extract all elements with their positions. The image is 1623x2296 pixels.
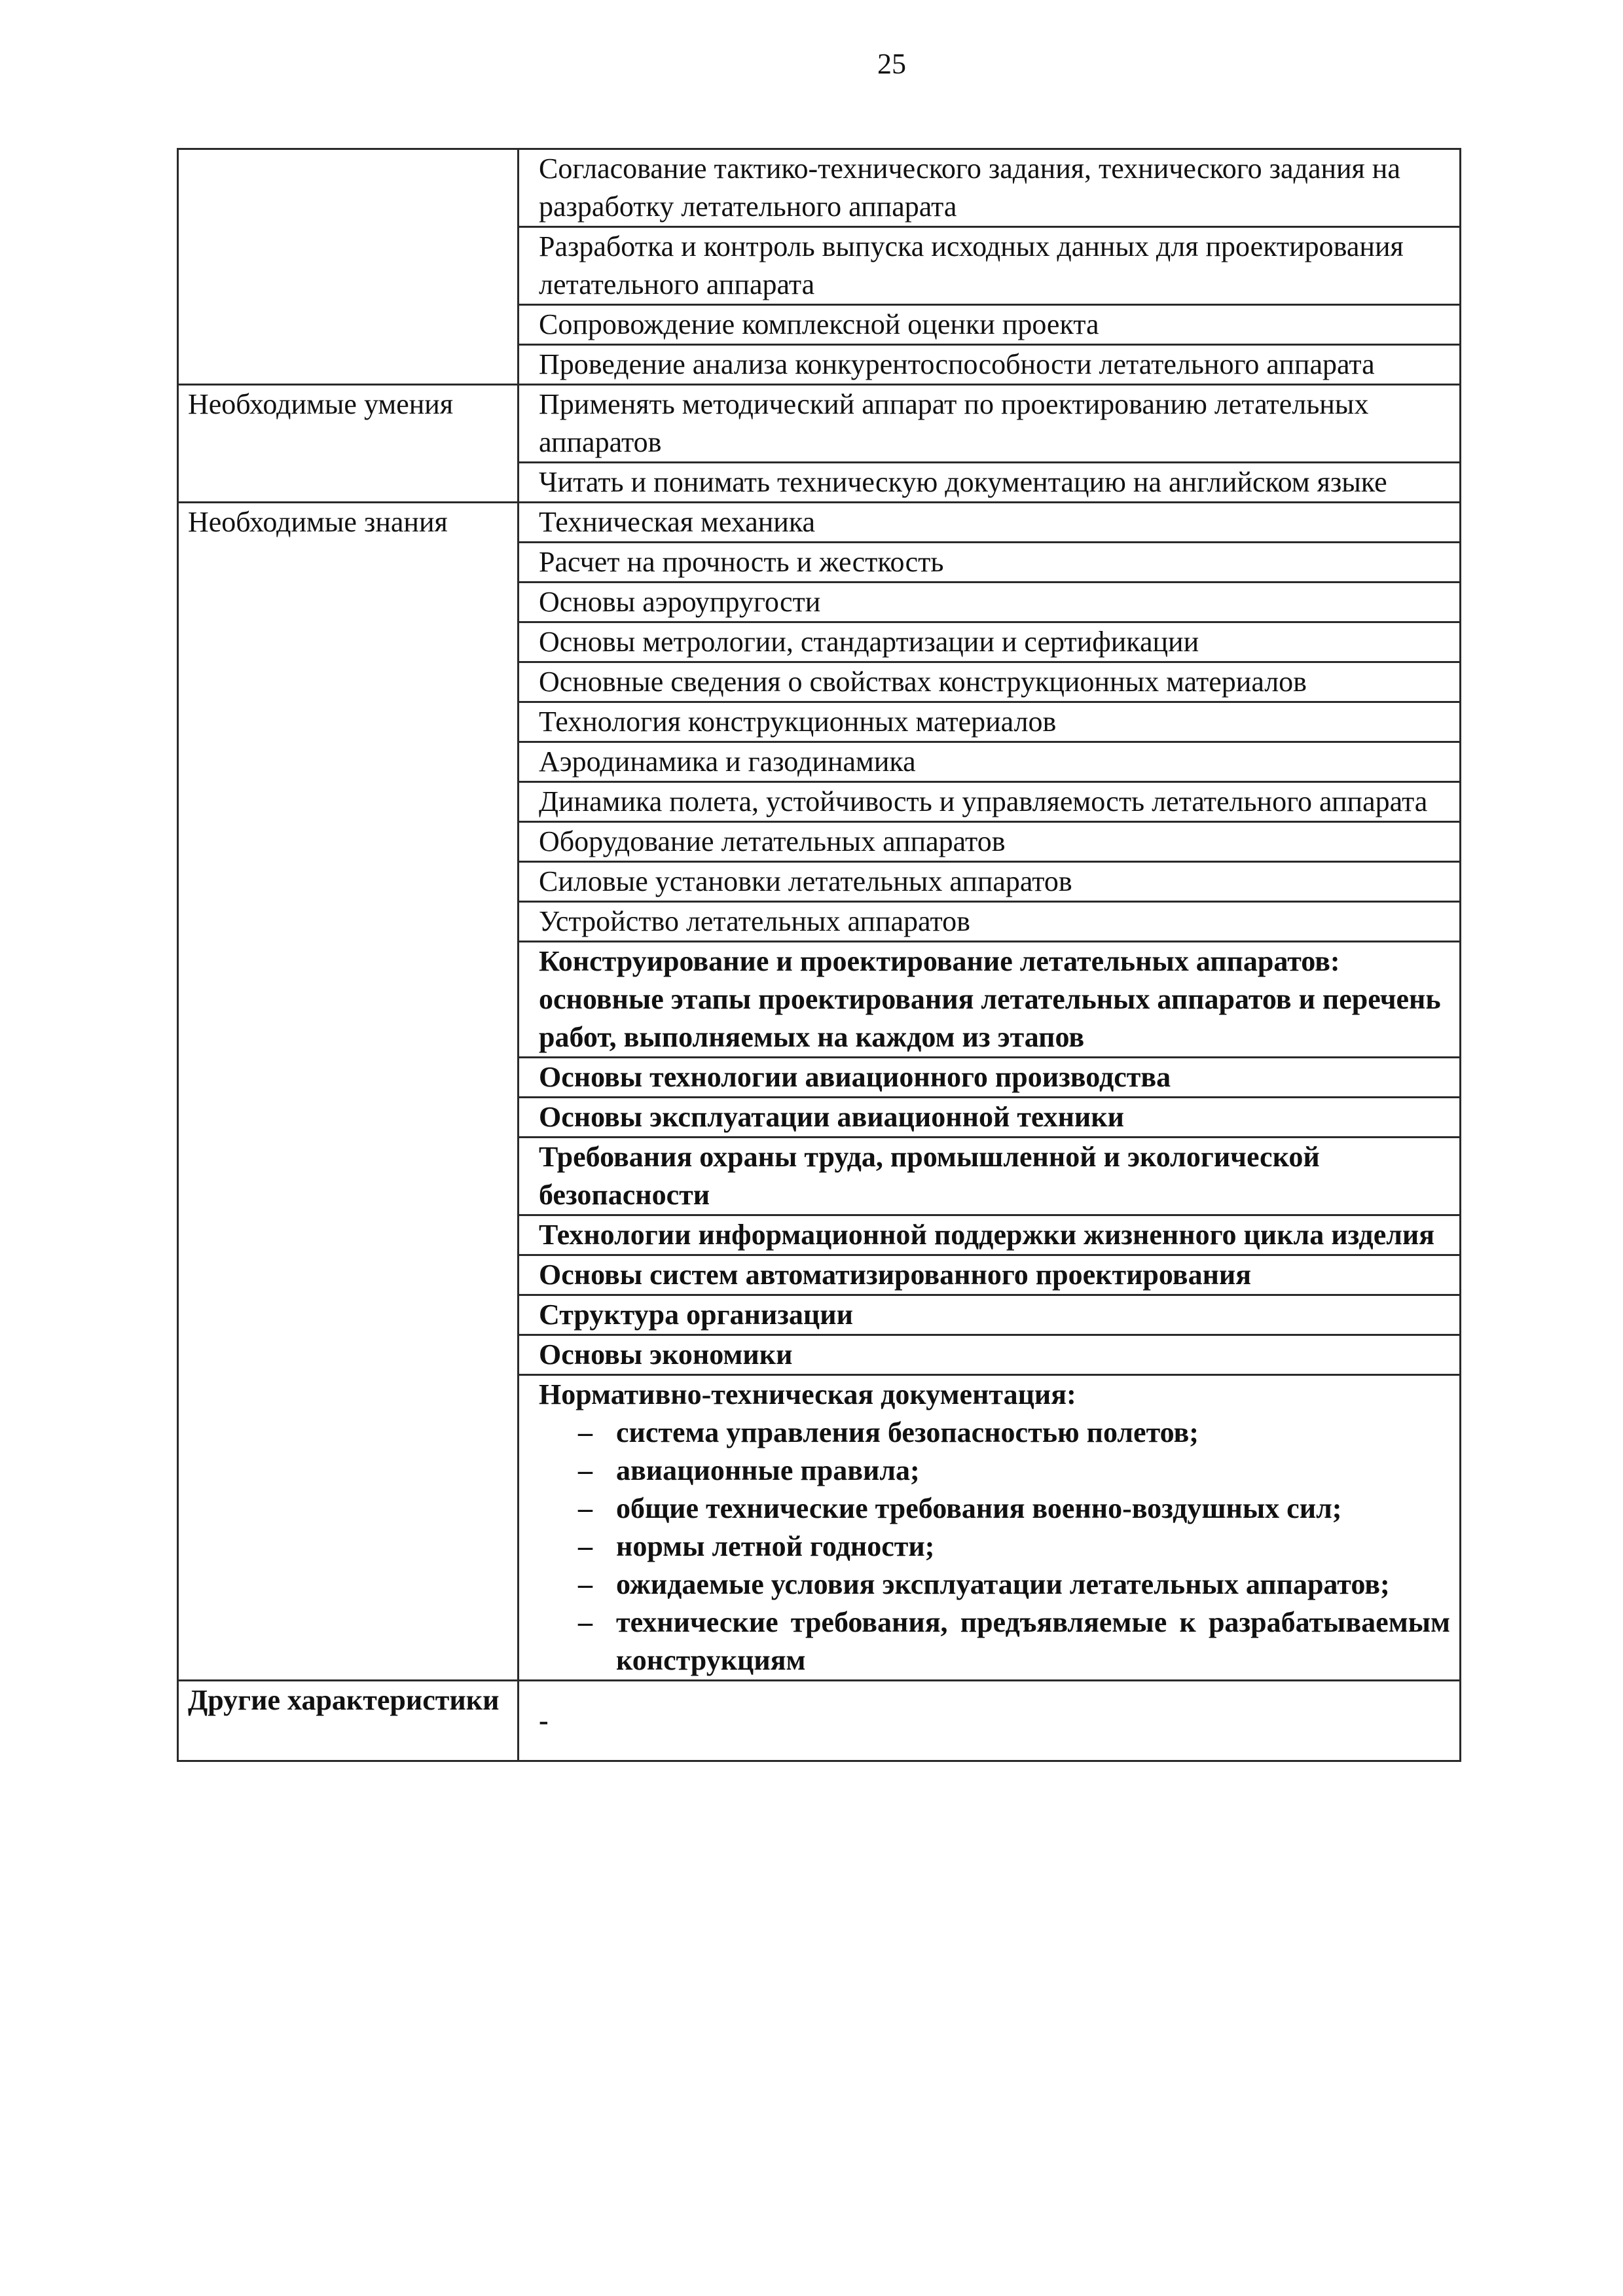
table-row xyxy=(178,702,1461,742)
table-row xyxy=(178,782,1461,822)
skill-cell: Применять методический аппарат по проектированию летательных аппаратов xyxy=(519,385,1461,463)
normative-docs-heading: Нормативно-техническая документация: xyxy=(539,1378,1076,1410)
knowledge-cell: Технология конструкционных материалов xyxy=(519,702,1461,742)
table-row xyxy=(178,1681,1461,1761)
list-item: – общие технические требования военно-воздушных сил; xyxy=(578,1490,1450,1528)
knowledge-cell: Требования охраны труда, промышленной и экологической безопасности xyxy=(519,1138,1461,1215)
table-row xyxy=(178,1058,1461,1098)
skills-label: Необходимые умения xyxy=(178,385,519,463)
table-row xyxy=(178,942,1461,1058)
table-row xyxy=(178,1138,1461,1215)
knowledge-cell: Оборудование летательных аппаратов xyxy=(519,822,1461,862)
knowledge-cell: Динамика полета, устойчивость и управляемость летательного аппарата xyxy=(519,782,1461,822)
work-action-cell: Согласование тактико-технического задания, технического задания на разработку летательного аппарата xyxy=(519,149,1461,227)
table-row xyxy=(178,503,1461,543)
table-row xyxy=(178,305,1461,345)
table-row xyxy=(178,622,1461,662)
work-action-cell: Сопровождение комплексной оценки проекта xyxy=(519,305,1461,345)
list-item: – система управления безопасностью полетов; xyxy=(578,1414,1450,1452)
table-row xyxy=(178,1375,1461,1681)
knowledge-cell: Расчет на прочность и жесткость xyxy=(519,543,1461,583)
qualification-table xyxy=(177,148,1461,1762)
list-item: – нормы летной годности; xyxy=(578,1528,1450,1566)
normative-docs-cell xyxy=(519,1375,1461,1681)
other-characteristics-value: - xyxy=(519,1681,1461,1761)
other-characteristics-label: Другие характеристики xyxy=(178,1681,519,1761)
knowledge-label: Необходимые знания xyxy=(178,503,519,543)
table-row xyxy=(178,902,1461,942)
list-item: – авиационные правила; xyxy=(578,1452,1450,1490)
table-row xyxy=(178,822,1461,862)
knowledge-cell: Основы экономики xyxy=(519,1335,1461,1375)
table-row xyxy=(178,1098,1461,1138)
knowledge-cell: Техническая механика xyxy=(519,503,1461,543)
knowledge-cell: Основы эксплуатации авиационной техники xyxy=(519,1098,1461,1138)
work-action-cell: Разработка и контроль выпуска исходных данных для проектирования летательного аппарата xyxy=(519,227,1461,305)
knowledge-cell: Основы технологии авиационного производства xyxy=(519,1058,1461,1098)
normative-docs-list xyxy=(539,1414,1450,1679)
knowledge-cell: Основы метрологии, стандартизации и сертификации xyxy=(519,622,1461,662)
table-row xyxy=(178,862,1461,902)
table-row xyxy=(178,662,1461,702)
table-row xyxy=(178,227,1461,305)
table-row xyxy=(178,583,1461,622)
table-row xyxy=(178,149,1461,227)
table-row xyxy=(178,385,1461,463)
work-action-cell: Проведение анализа конкурентоспособности летательного аппарата xyxy=(519,345,1461,385)
table-row xyxy=(178,543,1461,583)
table-row xyxy=(178,1335,1461,1375)
knowledge-cell: Основы аэроупругости xyxy=(519,583,1461,622)
knowledge-cell: Силовые установки летательных аппаратов xyxy=(519,862,1461,902)
list-item: – технические требования, предъявляемые к разрабатываемым конструкциям xyxy=(578,1604,1450,1679)
table-row xyxy=(178,1295,1461,1335)
knowledge-cell: Аэродинамика и газодинамика xyxy=(519,742,1461,782)
table-row xyxy=(178,1215,1461,1255)
knowledge-cell: Структура организации xyxy=(519,1295,1461,1335)
table-row xyxy=(178,1255,1461,1295)
knowledge-cell: Основные сведения о свойствах конструкционных материалов xyxy=(519,662,1461,702)
table-cell-empty xyxy=(178,149,519,227)
knowledge-cell: Конструирование и проектирование летательных аппаратов: основные этапы проектирования летательных аппаратов и перечень работ, выполняемых на каждом из этапов xyxy=(519,942,1461,1058)
page-number: 25 xyxy=(877,48,906,80)
knowledge-cell: Устройство летательных аппаратов xyxy=(519,902,1461,942)
list-item: – ожидаемые условия эксплуатации летательных аппаратов; xyxy=(578,1566,1450,1604)
skill-cell: Читать и понимать техническую документацию на английском языке xyxy=(519,463,1461,503)
knowledge-cell: Основы систем автоматизированного проектирования xyxy=(519,1255,1461,1295)
table-row xyxy=(178,345,1461,385)
knowledge-cell: Технологии информационной поддержки жизненного цикла изделия xyxy=(519,1215,1461,1255)
table-row xyxy=(178,742,1461,782)
table-row xyxy=(178,463,1461,503)
